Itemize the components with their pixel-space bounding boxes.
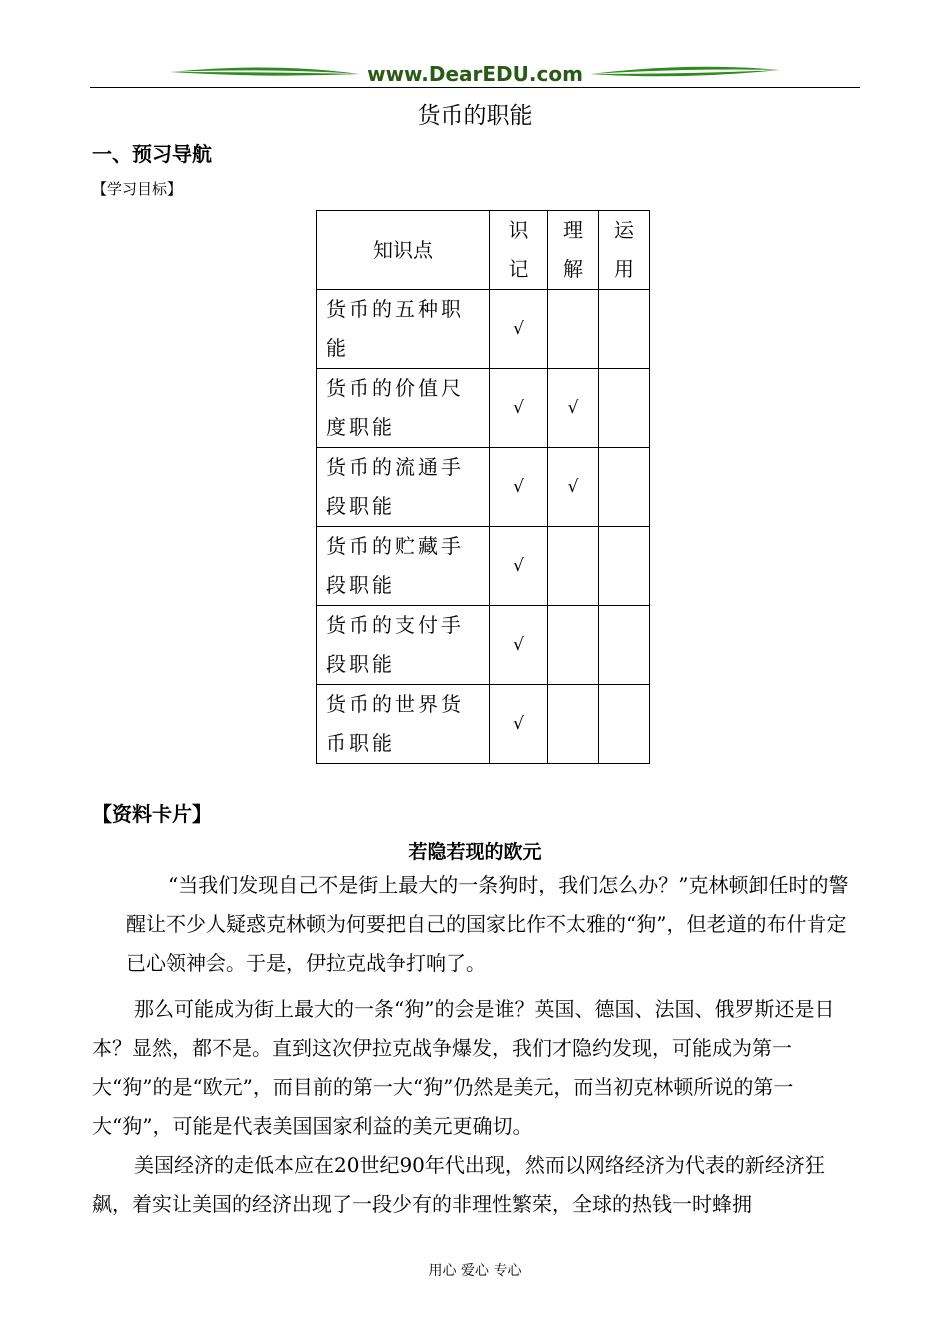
table-row [317, 527, 650, 606]
understand-check: √ [548, 448, 599, 527]
row-topic: 货币的贮藏手段职能 [317, 527, 490, 606]
understand-check: √ [548, 369, 599, 448]
section-heading-preview: 一、预习导航 [92, 142, 212, 166]
apply-check [599, 448, 650, 527]
memorize-check: √ [490, 685, 548, 764]
understand-check [548, 290, 599, 369]
table-row [317, 369, 650, 448]
memorize-check: √ [490, 290, 548, 369]
document-title: 货币的职能 [417, 103, 533, 129]
row-topic: 货币的价值尺度职能 [317, 369, 490, 448]
apply-check [599, 290, 650, 369]
header-understand: 理 解 [548, 211, 599, 290]
table-header-row [317, 211, 650, 290]
learning-goals-table [316, 210, 650, 764]
apply-check [599, 527, 650, 606]
apply-check [599, 606, 650, 685]
memorize-check: √ [490, 606, 548, 685]
site-header-banner [90, 60, 860, 90]
section-heading-materials: 【资料卡片】 [92, 802, 212, 826]
memorize-check: √ [490, 527, 548, 606]
row-topic: 货币的支付手段职能 [317, 606, 490, 685]
row-topic: 货币的五种职能 [317, 290, 490, 369]
learning-goals-label: 【学习目标】 [92, 180, 183, 198]
understand-check [548, 685, 599, 764]
article-title: 若隐若现的欧元 [408, 841, 542, 863]
table-row [317, 606, 650, 685]
row-topic: 货币的世界货币职能 [317, 685, 490, 764]
memorize-check: √ [490, 369, 548, 448]
row-topic: 货币的流通手段职能 [317, 448, 490, 527]
apply-check [599, 369, 650, 448]
understand-check [548, 527, 599, 606]
header-memorize: 识 记 [490, 211, 548, 290]
memorize-check: √ [490, 448, 548, 527]
header-rule [90, 87, 860, 88]
understand-check [548, 606, 599, 685]
table-row [317, 290, 650, 369]
article-paragraph: 美国经济的走低本应在20世纪90年代出现，然而以网络经济为代表的新经济狂飙，着实让美国的经济出现了一段少有的非理性繁荣，全球的热钱一时蜂拥 [92, 1153, 825, 1216]
header-topic: 知识点 [317, 211, 490, 290]
header-apply: 运 用 [599, 211, 650, 290]
table-row [317, 685, 650, 764]
header-site-name: www.DearEDU.com [367, 62, 583, 86]
article-paragraph: 那么可能成为街上最大的一条“狗”的会是谁？英国、德国、法国、俄罗斯还是日本？显然，都不是。直到这次伊拉克战争爆发，我们才隐约发现，可能成为第一大“狗”的是“欧元”，而目前的第一大“狗”仍然是美元，而当初克林顿所说的第一大“狗”，可能是代表美国国家利益的美元更确切。 [92, 997, 835, 1138]
article-paragraph: “当我们发现自己不是街上最大的一条狗时，我们怎么办？”克林顿卸任时的警醒让不少人疑惑克林顿为何要把自己的国家比作不太雅的“狗”，但老道的布什肯定已心领神会。于是，伊拉克战争打响了。 [126, 873, 849, 975]
apply-check [599, 685, 650, 764]
table-row [317, 448, 650, 527]
page-footer: 用心 爱心 专心 [428, 1263, 522, 1279]
